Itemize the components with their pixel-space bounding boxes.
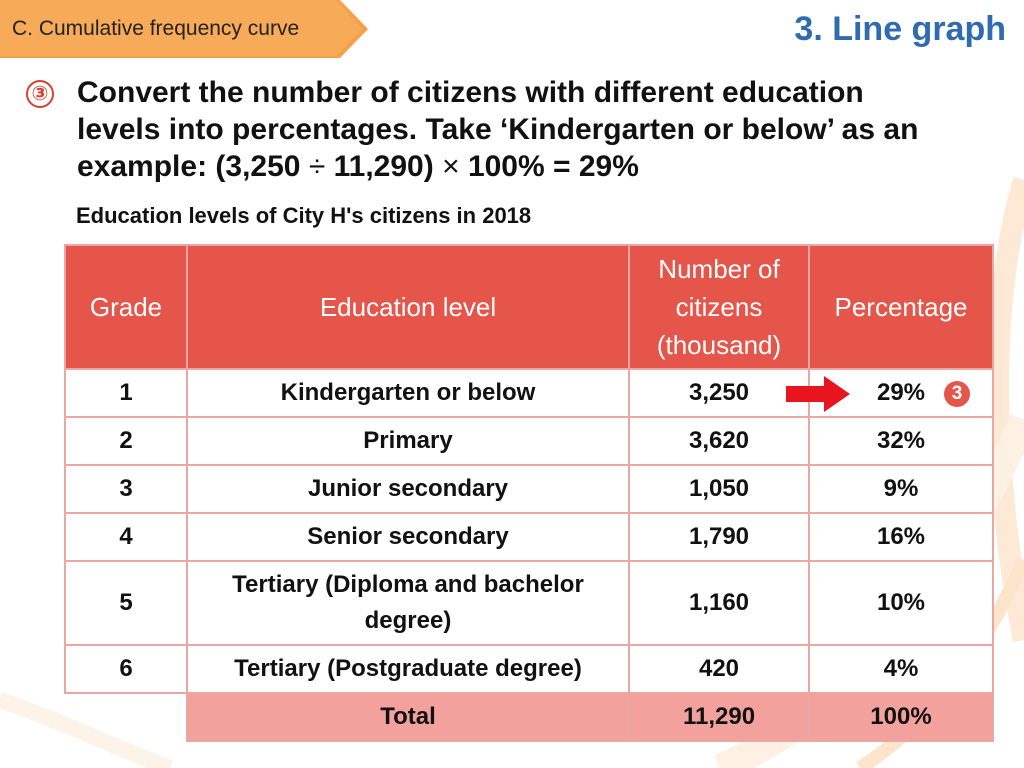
- instruction-line-3: [77, 148, 957, 185]
- education-cell: Junior secondary: [187, 465, 629, 513]
- right-arrow-icon: [786, 375, 852, 413]
- divide-symbol: ÷: [308, 150, 326, 183]
- percentage-cell: 32%: [809, 417, 993, 465]
- citizens-cell: 1,790: [629, 513, 809, 561]
- step-number-icon: ③: [26, 80, 54, 108]
- times-symbol: ×: [442, 150, 460, 183]
- total-citizens: 11,290: [629, 693, 809, 741]
- total-row: [65, 693, 993, 741]
- education-cell: Kindergarten or below: [187, 369, 629, 417]
- table-row: [65, 513, 993, 561]
- grade-cell: 3: [65, 465, 187, 513]
- percentage-cell: 4%: [809, 645, 993, 693]
- header-citizens-line-2: citizens: [675, 292, 763, 322]
- grade-cell: 4: [65, 513, 187, 561]
- grade-cell: 6: [65, 645, 187, 693]
- instruction-example-suffix: 100% = 29%: [467, 150, 639, 183]
- instruction-example-mid: 11,290): [333, 150, 434, 183]
- section-tab: [0, 0, 368, 58]
- percentage-cell: 16%: [809, 513, 993, 561]
- table-row: [65, 561, 993, 645]
- total-percentage: 100%: [809, 693, 993, 741]
- table-caption: Education levels of City H's citizens in 2018: [76, 203, 532, 228]
- header-education-level: Education level: [187, 245, 629, 369]
- section-tab-label: C. Cumulative frequency curve: [12, 17, 300, 40]
- grade-cell: 1: [65, 369, 187, 417]
- step-badge-icon: 3: [944, 381, 970, 407]
- citizens-cell: 1,050: [629, 465, 809, 513]
- percentage-cell: 10%: [809, 561, 993, 645]
- table-row: [65, 417, 993, 465]
- instruction-line-1: Convert the number of citizens with different education: [77, 76, 864, 109]
- education-table: [64, 244, 994, 742]
- education-cell: Senior secondary: [187, 513, 629, 561]
- percentage-value: 29%: [876, 379, 926, 406]
- percentage-cell: [809, 369, 993, 417]
- total-label: Total: [187, 693, 629, 741]
- grade-cell: 5: [65, 561, 187, 645]
- grade-cell: 2: [65, 417, 187, 465]
- instruction-line-2: levels into percentages. Take ‘Kindergarten or below’ as an: [77, 113, 919, 146]
- citizens-cell: 3,250: [629, 369, 809, 417]
- header-percentage: Percentage: [809, 245, 993, 369]
- table-row: [65, 465, 993, 513]
- education-line-2: degree): [364, 607, 452, 634]
- education-cell: [187, 561, 629, 645]
- education-cell: Tertiary (Postgraduate degree): [187, 645, 629, 693]
- slide-title: 3. Line graph: [794, 10, 1006, 48]
- table-row: [65, 369, 993, 417]
- education-cell: Primary: [187, 417, 629, 465]
- header-citizens-line-1: Number of: [658, 254, 780, 284]
- table-row: [65, 645, 993, 693]
- header-grade: Grade: [65, 245, 187, 369]
- header-citizens-line-3: (thousand): [656, 330, 782, 360]
- total-empty-cell: [65, 693, 187, 741]
- education-line-1: Tertiary (Diploma and bachelor: [232, 571, 584, 598]
- citizens-cell: 420: [629, 645, 809, 693]
- instruction-text: [77, 74, 957, 185]
- citizens-cell: 3,620: [629, 417, 809, 465]
- percentage-cell: 9%: [809, 465, 993, 513]
- citizens-cell: 1,160: [629, 561, 809, 645]
- header-number-of-citizens: [629, 245, 809, 369]
- instruction-example-prefix: example: (3,250: [77, 150, 301, 183]
